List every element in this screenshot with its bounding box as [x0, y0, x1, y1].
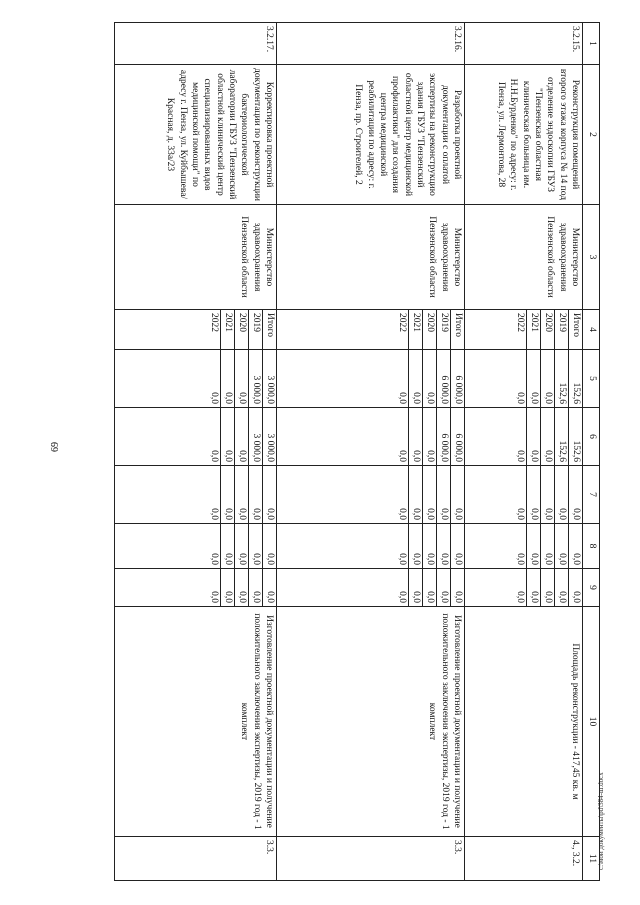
indicator: Изготовление проектной документации и получение положительного заключения экспертизы, 2019 год - 1 комплект: [115, 607, 277, 837]
value: 0,0: [515, 392, 525, 404]
other-funding-cell: [277, 569, 465, 607]
link-ref: 4., 3.2.: [465, 837, 583, 881]
value: 0,0: [555, 524, 569, 568]
value: 0,0: [397, 508, 407, 520]
indicator: Изготовление проектной документации и получение положительного заключения экспертизы, 2019 год - 1 комплект: [277, 607, 465, 837]
regional-funding-cell: [115, 408, 277, 466]
value: 0,0: [515, 508, 525, 520]
years-cell: [465, 310, 583, 350]
value: 0,0: [515, 591, 525, 603]
header-row: [583, 23, 600, 881]
value: 0,0: [451, 466, 465, 523]
regional-funding-cell: [277, 408, 465, 466]
value: 0,0: [541, 569, 555, 606]
executor: Министерство здравоохранения Пензенской области: [277, 205, 465, 310]
year-label: 2022: [515, 313, 525, 332]
years-cell: [115, 310, 277, 350]
year-label: 2019: [249, 310, 263, 349]
value: 0,0: [423, 466, 437, 523]
row-number: 3.2.16.: [277, 23, 465, 65]
value: 0,0: [569, 524, 583, 568]
indicator: Площадь реконструкции - 417,45 кв. м: [465, 607, 583, 837]
year-label: Итого: [263, 310, 277, 349]
value: 0,0: [437, 569, 451, 606]
table-row: [115, 23, 277, 881]
local-funding-cell: [277, 524, 465, 569]
year-label: 2019: [437, 310, 451, 349]
value: 0,0: [451, 524, 465, 568]
value: 0,0: [515, 553, 525, 565]
value: 0,0: [221, 524, 235, 568]
value: 0,0: [541, 466, 555, 523]
value: 0,0: [263, 524, 277, 568]
value: 0,0: [397, 591, 407, 603]
value: 0,0: [541, 524, 555, 568]
value: 0,0: [555, 466, 569, 523]
value: 6 000,0: [451, 408, 465, 465]
value: 0,0: [527, 408, 541, 465]
value: 0,0: [569, 466, 583, 523]
header-col-4: 4: [583, 310, 600, 350]
year-label: Итого: [451, 310, 465, 349]
value: 152,6: [555, 408, 569, 465]
total-funding-cell: [277, 350, 465, 408]
value: 0,0: [409, 408, 423, 465]
header-col-7: 7: [583, 466, 600, 524]
value: 0,0: [235, 569, 249, 606]
table-row: [465, 23, 583, 881]
value: 0,0: [209, 392, 219, 404]
other-funding-cell: [465, 569, 583, 607]
link-ref: 3.3.: [115, 837, 277, 881]
value: 0,0: [527, 524, 541, 568]
value: 0,0: [569, 569, 583, 606]
other-funding-cell: [115, 569, 277, 607]
executor: Министерство здравоохранения Пензенской области: [465, 205, 583, 310]
value: 3 000,0: [249, 350, 263, 407]
value: 0,0: [451, 569, 465, 606]
header-col-6: 6: [583, 408, 600, 466]
federal-funding-cell: [277, 466, 465, 524]
measure-name: Реконструкция помещений второго этажа корпуса № 14 под отделение эндоскопии ГБУЗ "Пензенская областная клиническая больница им. Н.Н.Бурденко" по адресу: г. Пенза, ул. Лермонтова, 28: [465, 65, 583, 205]
value: 0,0: [235, 524, 249, 568]
value: 3 000,0: [263, 350, 277, 407]
row-number: 3.2.17.: [115, 23, 277, 65]
local-funding-cell: [115, 524, 277, 569]
footer-file-path: c:\мои документы\pd\384-ш.docx: [597, 772, 605, 870]
federal-funding-cell: [465, 466, 583, 524]
value: 0,0: [437, 466, 451, 523]
value: 3 000,0: [263, 408, 277, 465]
page-number: 69: [50, 442, 61, 452]
value: 6 000,0: [437, 350, 451, 407]
value: 0,0: [437, 524, 451, 568]
value: 0,0: [527, 466, 541, 523]
value: 0,0: [515, 450, 525, 462]
value: 6 000,0: [437, 408, 451, 465]
value: 0,0: [209, 591, 219, 603]
value: 0,0: [209, 553, 219, 565]
regional-funding-cell: [465, 408, 583, 466]
value: 0,0: [555, 569, 569, 606]
value: 152,6: [555, 350, 569, 407]
value: 6 000,0: [451, 350, 465, 407]
value: 0,0: [221, 466, 235, 523]
years-cell: [277, 310, 465, 350]
value: 0,0: [423, 569, 437, 606]
header-col-3: 3: [583, 205, 600, 310]
total-funding-cell: [465, 350, 583, 408]
header-col-5: 5: [583, 350, 600, 408]
value: 0,0: [221, 350, 235, 407]
year-label: 2019: [555, 310, 569, 349]
value: 0,0: [235, 466, 249, 523]
year-label: 2021: [527, 310, 541, 349]
year-label: 2022: [209, 313, 219, 332]
year-label: 2022: [397, 313, 407, 332]
value: 152,6: [569, 350, 583, 407]
value: 0,0: [209, 508, 219, 520]
value: 0,0: [221, 569, 235, 606]
year-label: Итого: [569, 310, 583, 349]
header-col-10: 10: [583, 607, 600, 837]
row-number: 3.2.15.: [465, 23, 583, 65]
value: 0,0: [263, 466, 277, 523]
value: 0,0: [209, 450, 219, 462]
link-ref: 3.3.: [277, 837, 465, 881]
program-table: [114, 22, 600, 881]
value: 0,0: [263, 569, 277, 606]
table-row: [277, 23, 465, 881]
header-col-1: 1: [583, 23, 600, 65]
value: 0,0: [527, 350, 541, 407]
header-col-9: 9: [583, 569, 600, 607]
value: 0,0: [409, 524, 423, 568]
year-label: 2020: [541, 310, 555, 349]
measure-name: Корректировка проектной документации по реконструкции бактериологической лаборатории ГБУЗ "Пензенский областной клинический центр специализированных видов медицинской помощи" по адресу г. Пенза, ул. Куйбышева/Красная, д. 33а/23: [115, 65, 277, 205]
value: 0,0: [409, 350, 423, 407]
value: 3 000,0: [249, 408, 263, 465]
value: 0,0: [527, 569, 541, 606]
value: 0,0: [235, 350, 249, 407]
local-funding-cell: [465, 524, 583, 569]
value: 0,0: [423, 350, 437, 407]
year-label: 2020: [423, 310, 437, 349]
header-col-11: 11: [583, 837, 600, 881]
header-col-2: 2: [583, 65, 600, 205]
value: 0,0: [397, 392, 407, 404]
value: 0,0: [221, 408, 235, 465]
value: 0,0: [249, 466, 263, 523]
year-label: 2021: [221, 310, 235, 349]
value: 0,0: [235, 408, 249, 465]
value: 152,6: [569, 408, 583, 465]
value: 0,0: [249, 524, 263, 568]
year-label: 2020: [235, 310, 249, 349]
total-funding-cell: [115, 350, 277, 408]
federal-funding-cell: [115, 466, 277, 524]
value: 0,0: [249, 569, 263, 606]
year-label: 2021: [409, 310, 423, 349]
value: 0,0: [397, 553, 407, 565]
value: 0,0: [409, 569, 423, 606]
measure-name: Разработка проектной документации с оплатой экспертизы на реконструкцию здания ГБУЗ "Пензенский областной центр медицинской профилактики" для создания центра медицинской реабилитации по адресу: г. Пенза, пр. Строителей, 2: [277, 65, 465, 205]
value: 0,0: [423, 524, 437, 568]
rotated-table-container: [110, 22, 600, 880]
value: 0,0: [397, 450, 407, 462]
value: 0,0: [409, 466, 423, 523]
value: 0,0: [423, 408, 437, 465]
header-col-8: 8: [583, 524, 600, 569]
executor: Министерство здравоохранения Пензенской области: [115, 205, 277, 310]
value: 0,0: [541, 350, 555, 407]
value: 0,0: [541, 408, 555, 465]
